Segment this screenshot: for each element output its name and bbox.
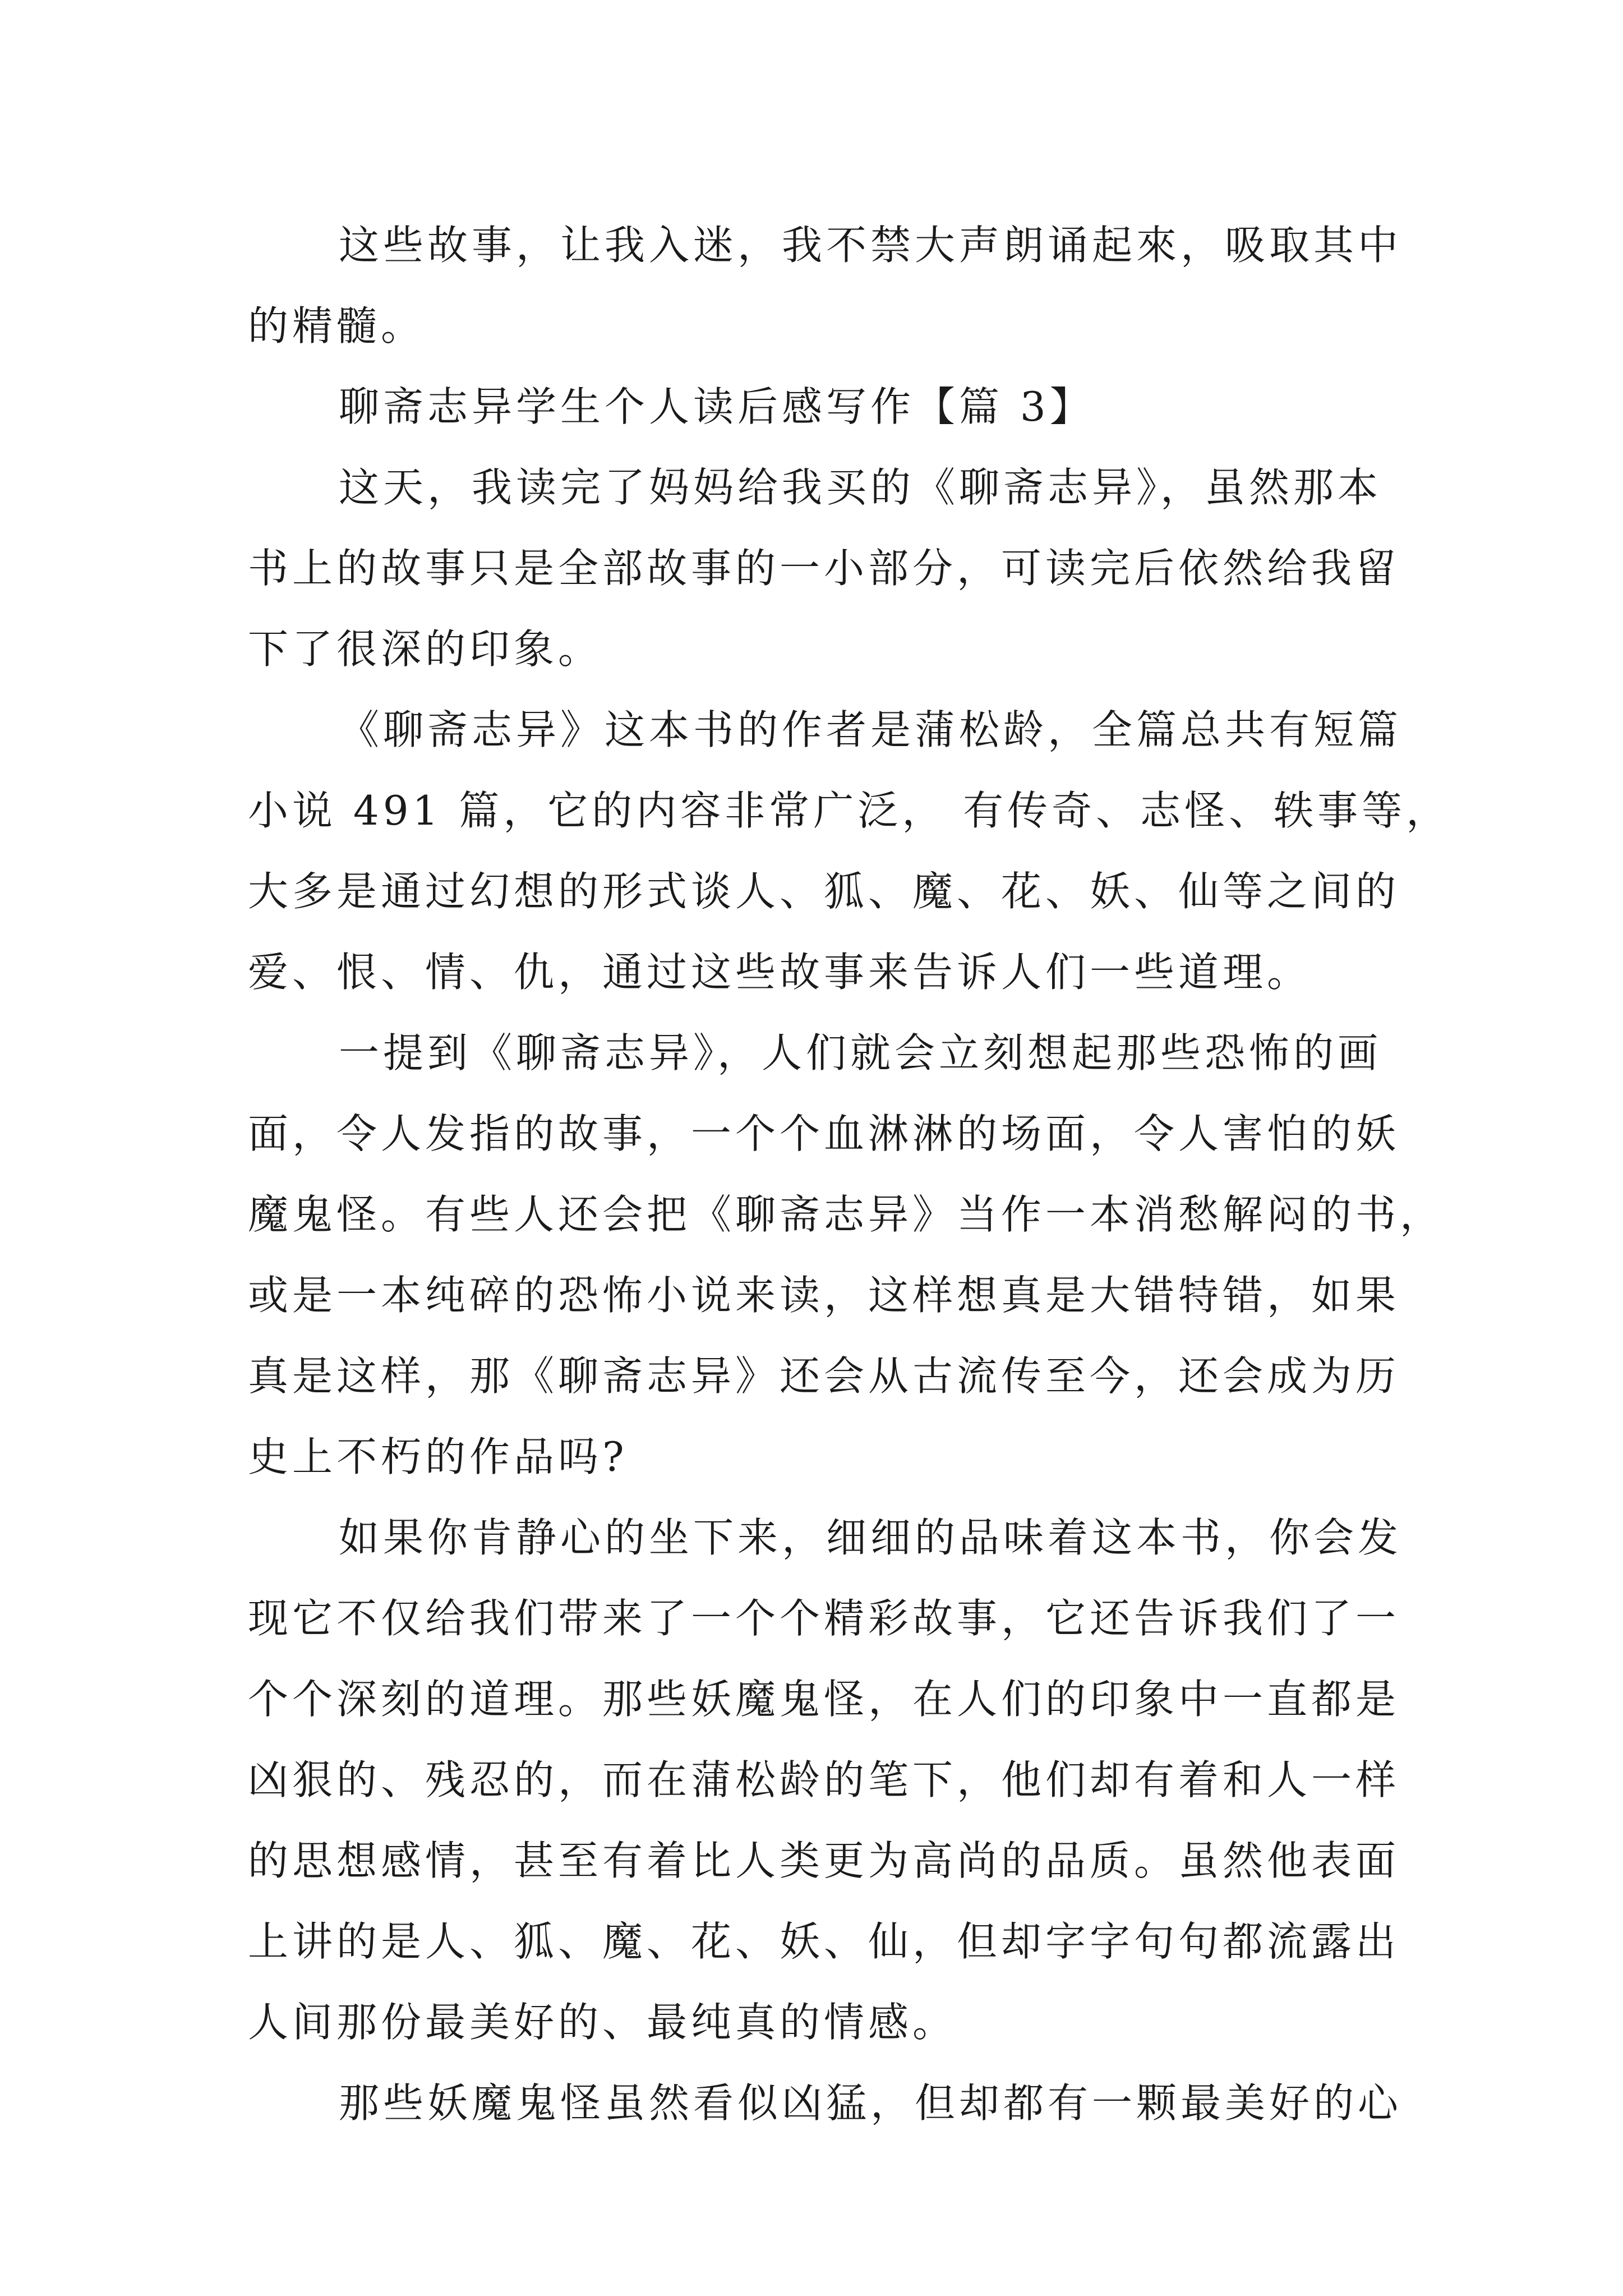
text-line: 凶狠的、残忍的，而在蒲松龄的笔下，他们却有着和人一样 (248, 1756, 1400, 1803)
text-line: 如果你肯静心的坐下来，细细的品味着这本书，你会发 (339, 1514, 1403, 1561)
text-line: 书上的故事只是全部故事的一小部分，可读完后依然给我留 (248, 545, 1400, 592)
text-line: 史上不朽的作品吗? (248, 1433, 628, 1480)
text-line: 爱、恨、情、仇，通过这些故事来告诉人们一些道理。 (248, 949, 1312, 996)
text-line: 魔鬼怪。有些人还会把《聊斋志异》当作一本消愁解闷的书， (248, 1191, 1445, 1238)
text-line: 那些妖魔鬼怪虽然看似凶猛，但却都有一颗最美好的心 (339, 2079, 1403, 2127)
text-line: 这天，我读完了妈妈给我买的《聊斋志异》，虽然那本 (339, 464, 1382, 511)
text-line: 现它不仅给我们带来了一个个精彩故事，它还告诉我们了一 (248, 1595, 1400, 1642)
text-line: 大多是通过幻想的形式谈人、狐、魔、花、妖、仙等之间的 (248, 868, 1400, 915)
text-line: 面，令人发指的故事，一个个血淋淋的场面，令人害怕的妖 (248, 1110, 1400, 1157)
text-line: 聊斋志异学生个人读后感写作【篇 3】 (339, 383, 1094, 430)
text-line: 这些故事，让我入迷，我不禁大声朗诵起來，吸取其中 (339, 222, 1403, 269)
text-line: 《聊斋志异》这本书的作者是蒲松龄，全篇总共有短篇 (339, 706, 1403, 753)
text-line: 或是一本纯碎的恐怖小说来读，这样想真是大错特错，如果 (248, 1272, 1400, 1319)
text-line: 人间那份最美好的、最纯真的情感。 (248, 1999, 957, 2046)
text-line: 下了很深的印象。 (248, 625, 603, 673)
text-line: 个个深刻的道理。那些妖魔鬼怪，在人们的印象中一直都是 (248, 1676, 1400, 1723)
text-line: 的思想感情，甚至有着比人类更为高尚的品质。虽然他表面 (248, 1837, 1400, 1884)
text-line: 一提到《聊斋志异》，人们就会立刻想起那些恐怖的画 (339, 1029, 1382, 1076)
text-line: 真是这样，那《聊斋志异》还会从古流传至今，还会成为历 (248, 1352, 1400, 1400)
document-body (248, 205, 1451, 2143)
text-line: 的精髓。 (248, 302, 426, 349)
text-line: 上讲的是人、狐、魔、花、妖、仙，但却字字句句都流露出 (248, 1918, 1400, 1965)
text-line: 小说 491 篇，它的内容非常广泛， 有传奇、志怪、轶事等， (248, 787, 1451, 834)
